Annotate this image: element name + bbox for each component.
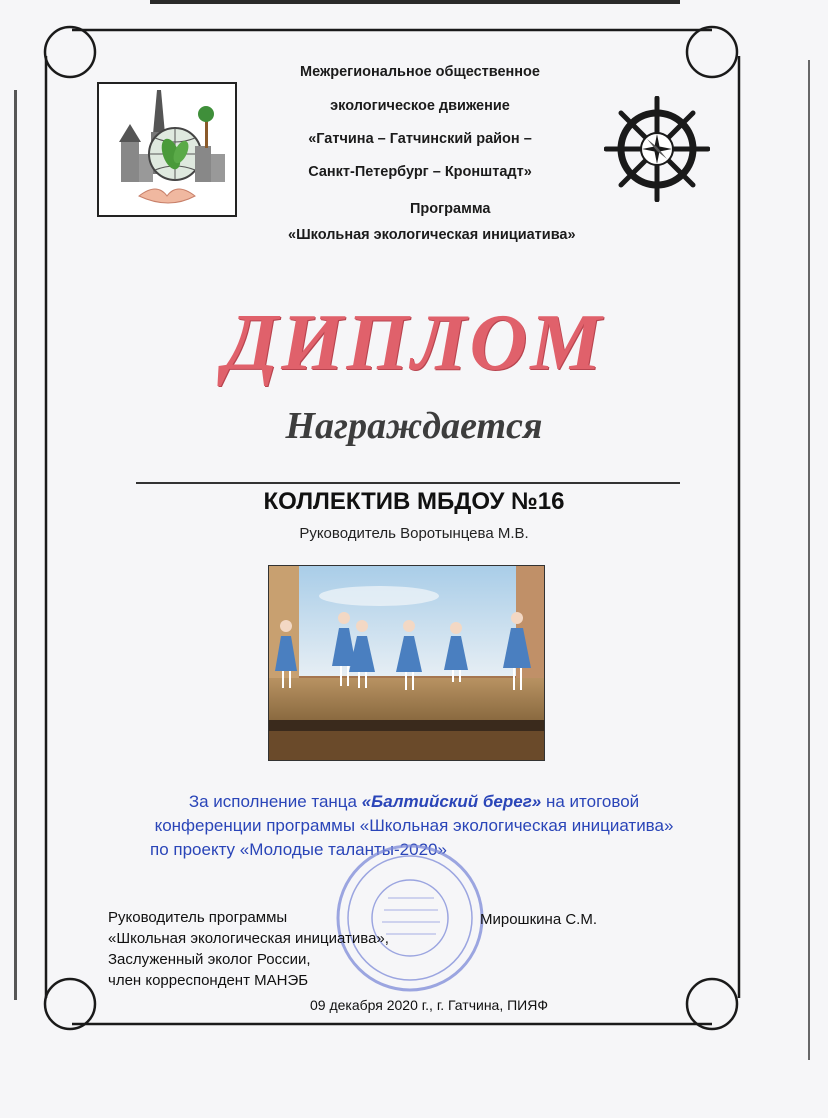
award-reason-line-1 [0,790,828,814]
recipient-name: КОЛЛЕКТИВ МБДОУ №16 [263,488,565,515]
signatory-name: Мирошкина С.М. [480,911,597,928]
reason-suffix: на итоговой [541,792,640,811]
signatory-block [108,907,389,991]
signatory-line-3: Заслуженный эколог России, [108,951,311,968]
org-line-3: «Гатчина – Гатчинский район – [308,131,532,147]
org-line-4: Санкт-Петербург – Кронштадт» [308,164,532,180]
performance-photo [268,565,545,761]
organization-logo [97,82,237,217]
recipient-leader: Руководитель Воротынцева М.В. [299,525,529,542]
signatory-line-1: Руководитель программы [108,909,288,926]
reason-prefix: За исполнение танца [188,792,362,811]
org-line-2: экологическое движение [330,98,510,114]
program-name: «Школьная экологическая инициатива» [288,227,576,243]
award-reason-line-2: конференции программы «Школьная экологическая инициатива» [154,816,674,835]
awarded-heading: Награждается [285,405,543,447]
ship-wheel-icon [604,96,710,202]
diploma-title: ДИПЛОМ [223,299,605,387]
divider [136,482,680,484]
award-reason-line-3: по проекту «Молодые таланты-2020» [150,840,447,859]
program-label: Программа [410,201,491,217]
signatory-line-4: член корреспондент МАНЭБ [108,972,309,989]
org-line-1: Межрегиональное общественное [300,64,540,80]
signatory-line-2: «Школьная экологическая инициатива», [108,930,389,947]
dance-name: «Балтийский берег» [361,792,542,811]
date-place: 09 декабря 2020 г., г. Гатчина, ПИЯФ [309,997,548,1013]
